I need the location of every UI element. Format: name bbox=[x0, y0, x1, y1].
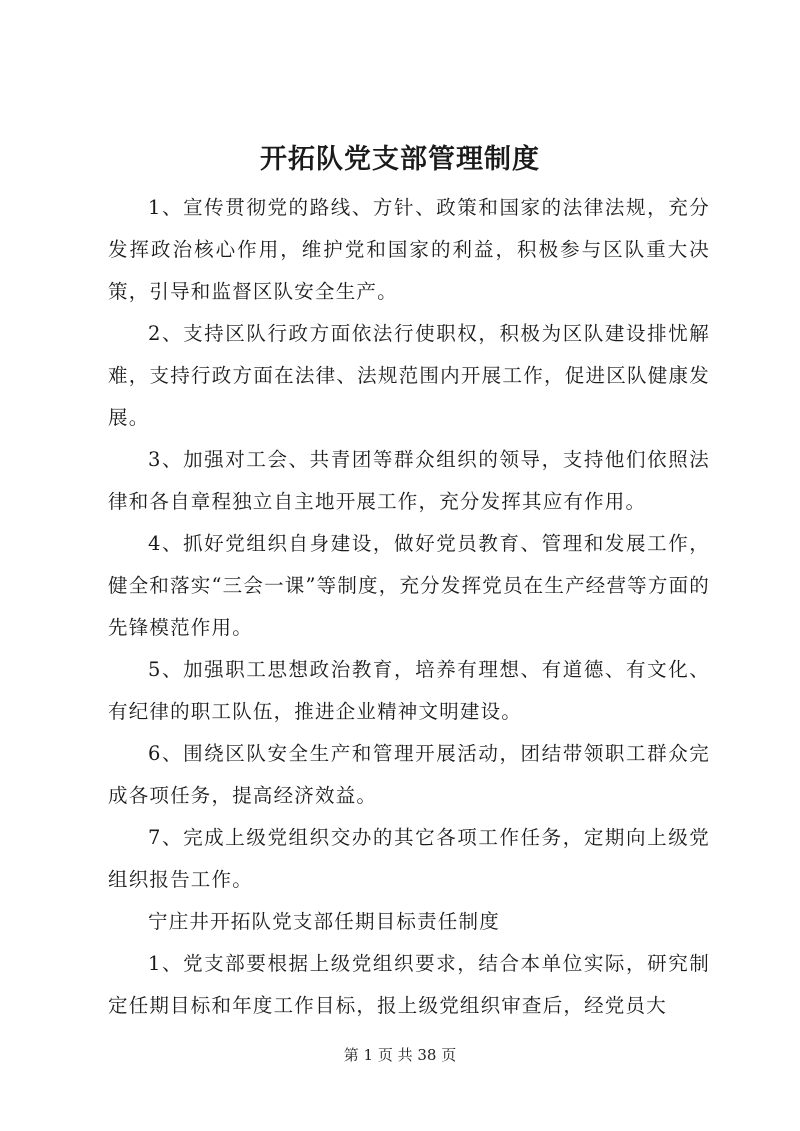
paragraph-4: 4、抓好党组织自身建设，做好党员教育、管理和发展工作，健全和落实“三会一课”等制度，充分发挥党员在生产经营等方面的先锋模范作用。 bbox=[108, 532, 710, 639]
paragraph-8: 1、党支部要根据上级党组织要求，结合本单位实际，研究制定任期目标和年度工作目标，报上级党组织审查后，经党员大 bbox=[108, 952, 710, 1017]
page-number-footer: 第 1 页 共 38 页 bbox=[343, 1046, 457, 1064]
paragraph-5: 5、加强职工思想政治教育，培养有理想、有道德、有文化、有纪律的职工队伍，推进企业精神文明建设。 bbox=[108, 658, 710, 723]
paragraph-3: 3、加强对工会、共青团等群众组织的领导，支持他们依照法律和各自章程独立自主地开展工作，充分发挥其应有作用。 bbox=[108, 448, 710, 513]
paragraph-7: 7、完成上级党组织交办的其它各项工作任务，定期向上级党组织报告工作。 bbox=[108, 826, 710, 891]
paragraph-6: 6、围绕区队安全生产和管理开展活动，团结带领职工群众完成各项任务，提高经济效益。 bbox=[108, 742, 710, 807]
paragraph-1: 1、宣传贯彻党的路线、方针、政策和国家的法律法规，充分发挥政治核心作用，维护党和国家的利益，积极参与区队重大决策，引导和监督区队安全生产。 bbox=[108, 196, 710, 303]
paragraph-2: 2、支持区队行政方面依法行使职权，积极为区队建设排忧解难，支持行政方面在法律、法规范围内开展工作，促进区队健康发展。 bbox=[108, 322, 710, 429]
document-body bbox=[108, 187, 710, 1027]
document-title: 开拓队党支部管理制度 bbox=[260, 144, 540, 175]
section-heading: 宁庄井开拓队党支部任期目标责任制度 bbox=[148, 910, 500, 933]
